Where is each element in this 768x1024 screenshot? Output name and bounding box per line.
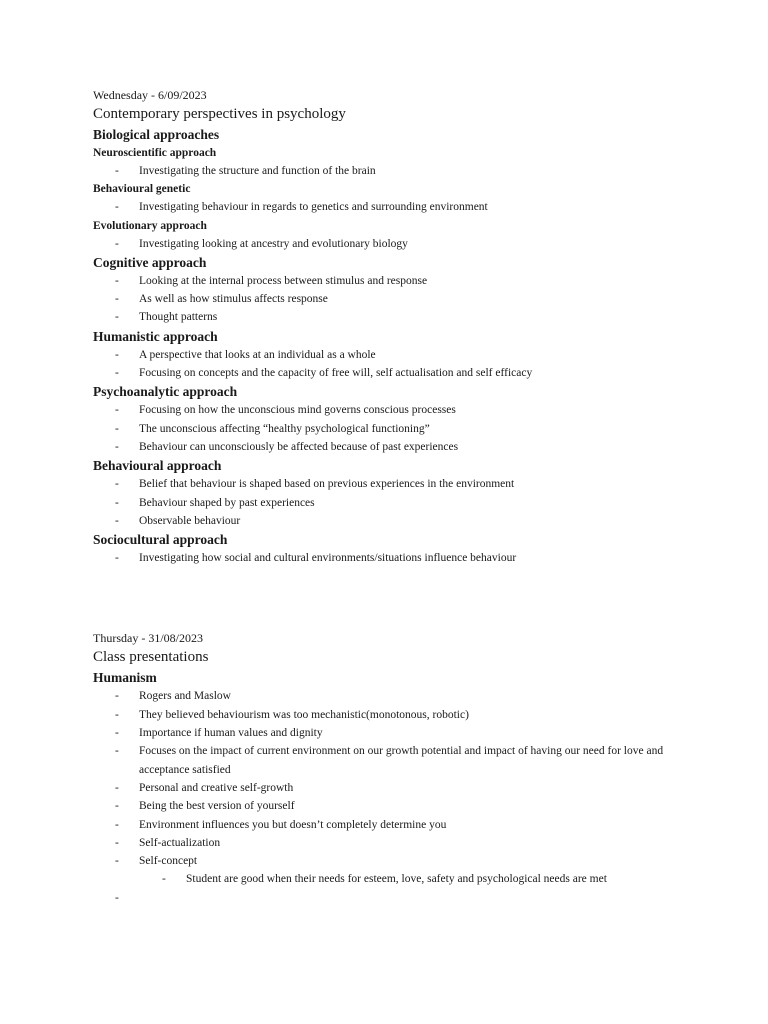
bullet-item: - Belief that behaviour is shaped based on previous experiences in the environment — [93, 475, 693, 493]
section-heading: Cognitive approach — [93, 254, 207, 270]
bullet-item: - A perspective that looks at an individual as a whole — [93, 346, 693, 364]
bullet-item: - Importance if human values and dignity — [93, 724, 693, 742]
section-spacer — [93, 567, 693, 629]
bullet-item: - Thought patterns — [93, 308, 693, 326]
section-heading: Humanism — [93, 670, 157, 686]
bullet-list — [93, 549, 693, 567]
bullet-item: - Investigating the structure and function of the brain — [93, 162, 693, 180]
bullet-item: - As well as how stimulus affects response — [93, 290, 693, 308]
bullet-list — [93, 272, 693, 327]
bullet-item: - Focusing on how the unconscious mind governs conscious processes — [93, 401, 693, 419]
bullet-item: - Observable behaviour — [93, 512, 693, 530]
entry-title: Class presentations — [93, 649, 209, 666]
bullet-list — [93, 162, 693, 180]
bullet-list — [93, 687, 693, 907]
entry-title: Contemporary perspectives in psychology — [93, 106, 346, 122]
subsection-heading: Neuroscientific approach — [93, 147, 217, 159]
bullet-list — [93, 198, 693, 216]
bullet-item: - Investigating how social and cultural environments/situations influence behaviour — [93, 549, 693, 567]
bullet-list — [93, 346, 693, 383]
bullet-item: - Environment influences you but doesn’t completely determine you — [93, 816, 693, 834]
subsection-heading: Behavioural genetic — [93, 183, 191, 196]
sub-bullet-item: - Student are good when their needs for esteem, love, safety and psychological needs are met — [93, 870, 693, 888]
bullet-item: - Being the best version of yourself — [93, 797, 693, 815]
bullet-item: - Self-actualization — [93, 834, 693, 852]
empty-bullet-item — [93, 889, 693, 907]
bullet-list — [93, 401, 693, 456]
section-heading: Sociocultural approach — [93, 532, 228, 548]
bullet-list — [93, 235, 693, 253]
bullet-item: - Focusing on concepts and the capacity of free will, self actualisation and self efficacy — [93, 364, 693, 382]
bullet-item: - Investigating looking at ancestry and evolutionary biology — [93, 235, 693, 253]
bullet-item: - Investigating behaviour in regards to genetics and surrounding environment — [93, 198, 693, 216]
bullet-item: - Behaviour shaped by past experiences — [93, 494, 693, 512]
section-heading: Humanistic approach — [93, 328, 218, 344]
bullet-list — [93, 475, 693, 530]
entry-date: Thursday - 31/08/2023 — [93, 631, 203, 646]
document-page — [93, 86, 693, 907]
bullet-item: - Self-concept — [93, 852, 693, 870]
bullet-item: - They believed behaviourism was too mechanistic(monotonous, robotic) — [93, 706, 693, 724]
subsection-heading: Evolutionary approach — [93, 219, 207, 232]
bullet-item: - Behaviour can unconsciously be affected because of past experiences — [93, 438, 693, 456]
entry-date: Wednesday - 6/09/2023 — [93, 88, 207, 102]
bullet-item: - Looking at the internal process between stimulus and response — [93, 272, 693, 290]
bullet-item: - Focuses on the impact of current environment on our growth potential and impact of having our need for love and acceptance satisfied — [93, 742, 693, 779]
section-heading: Behavioural approach — [93, 458, 222, 474]
bullet-item: - The unconscious affecting “healthy psychological functioning” — [93, 420, 693, 438]
section-heading: Biological approaches — [93, 127, 220, 142]
bullet-item: - Personal and creative self-growth — [93, 779, 693, 797]
bullet-item: - Rogers and Maslow — [93, 687, 693, 705]
section-heading: Psychoanalytic approach — [93, 384, 238, 400]
